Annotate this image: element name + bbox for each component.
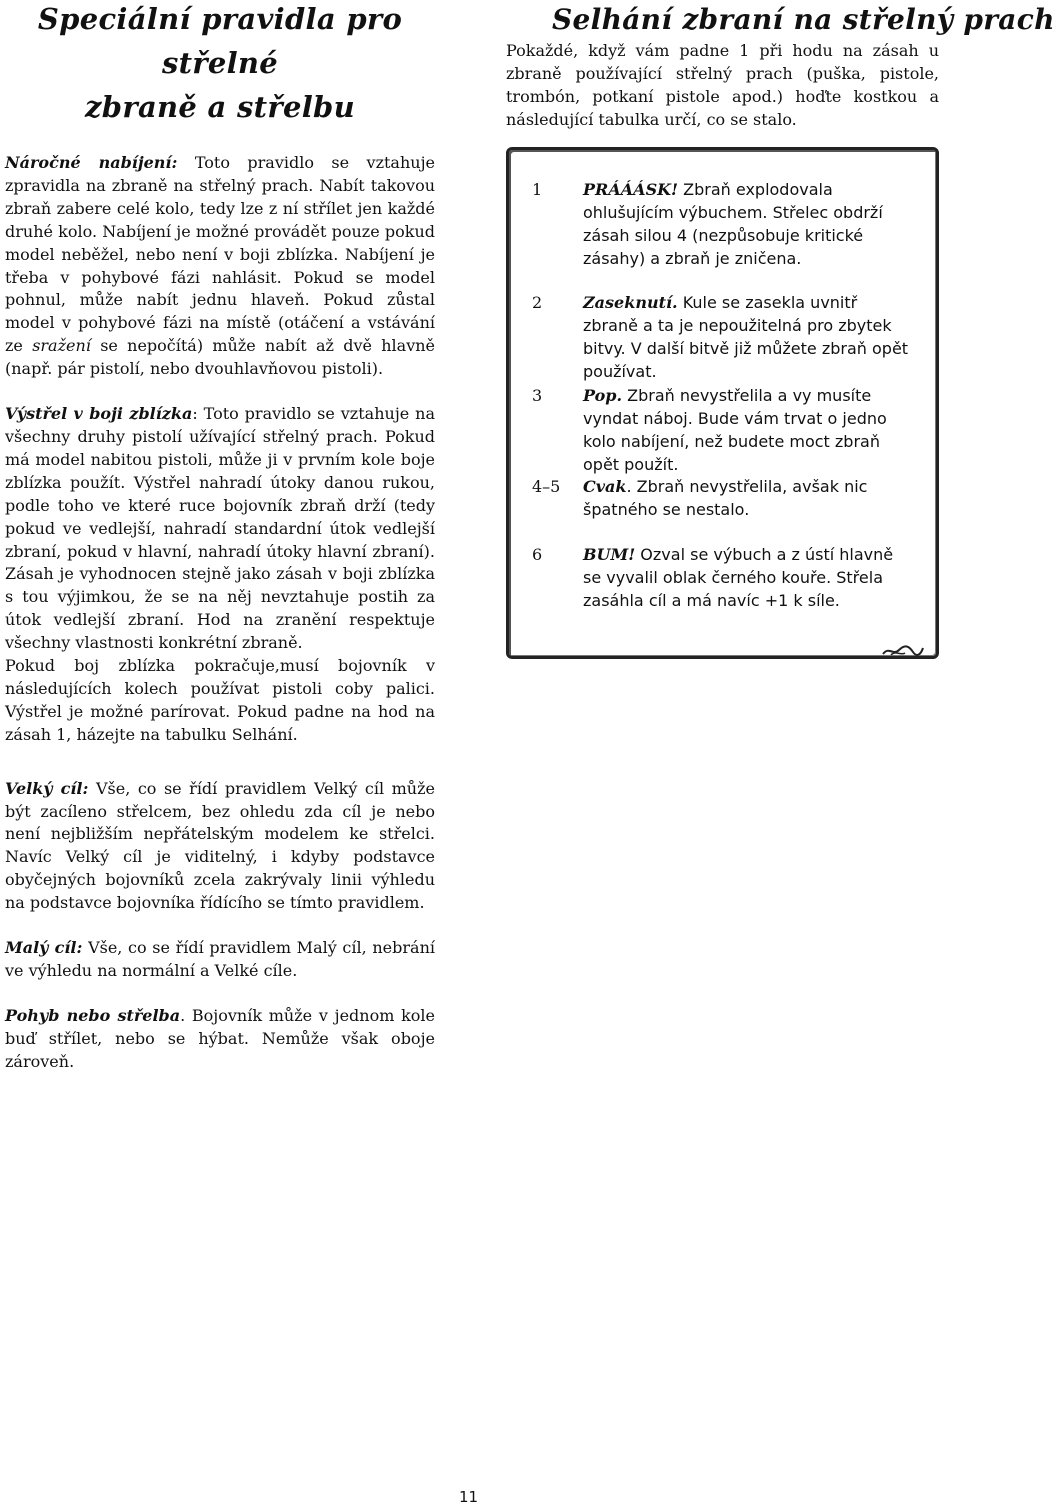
roll-result — [583, 178, 913, 270]
result-text: Zbraň explodovala ohlušujícím výbuchem. Střelec obdrží zásah silou 4 (nezpůsobuje kritické zásahy) a zbraň je zničena. — [583, 180, 883, 268]
section-title-line2: zbraně a střelbu — [85, 90, 355, 124]
result-term: Pop. — [583, 386, 623, 405]
rule-text: . Bojovník může v jednom kole buď střílet, nebo se hýbat. Nemůže však oboje zároveň. — [5, 1005, 436, 1071]
rule-term: Pohyb nebo střelba — [5, 1005, 181, 1025]
misfire-intro: Pokaždé, když vám padne 1 při hodu na zásah u zbraně používající střelný prach (puška, pistole, trombón, potkaní pistole apod.) hoďte kostkou a následující tabulka určí, co se stalo. — [506, 41, 939, 129]
right-column — [506, 0, 1055, 610]
rule-term: Velký cíl: — [5, 778, 89, 798]
result-text: Kule se zasekla uvnitř zbraně a ta je nepoužitelná pro zbytek bitvy. V další bitvě již můžete zbraň opět používat. — [583, 293, 909, 381]
section-title — [5, 0, 435, 129]
misfire-table — [506, 147, 939, 659]
result-term: PRÁÁÁSK! — [583, 180, 679, 199]
roll-value: 6 — [532, 545, 543, 564]
rule-text: Vše, co se řídí pravidlem Malý cíl, nebrání ve výhledu na normální a Velké cíle. — [5, 938, 435, 980]
roll-result — [583, 291, 913, 383]
table-row — [532, 475, 922, 521]
rule-move-or-shoot — [5, 1005, 435, 1074]
table-row — [532, 543, 922, 612]
result-text: Zbraň nevystřelila a vy musíte vyndat náboj. Bude vám trvat o jedno kolo nabíjení, než budete moct zbraň opět použít. — [583, 386, 887, 474]
rule-em: sražení — [32, 336, 91, 356]
rule-close-combat-shot — [5, 403, 435, 747]
page-number: 11 — [459, 1488, 479, 1506]
left-column — [5, 0, 435, 1074]
result-text: Ozval se výbuch a z ústí hlavně se vyvalil oblak černého kouře. Střela zasáhla cíl a má navíc +1 k síle. — [583, 545, 894, 610]
table-row — [532, 384, 922, 476]
roll-result — [583, 543, 913, 612]
roll-value: 1 — [532, 180, 543, 199]
result-term: BUM! — [583, 545, 636, 564]
roll-value: 4–5 — [532, 477, 561, 496]
rule-difficult-reload — [5, 152, 435, 381]
flourish-ornament-icon — [881, 644, 925, 658]
result-text: . Zbraň nevystřelila, avšak nic špatného se nestalo. — [583, 477, 868, 519]
result-term: Cvak — [583, 477, 627, 496]
rule-text: Vše, co se řídí pravidlem Velký cíl může být zacíleno střelcem, bez ohledu zda cíl je nebo není nejbližším nepřátelským modelem ke střelci. Navíc Velký cíl je viditelný, i kdyby podstavce obyčejných bojovníků zcela zakrývaly linii výhledu na podstavce bojovníka řídícího se tímto pravidlem. — [5, 778, 436, 913]
roll-value: 3 — [532, 386, 543, 405]
rule-large-target — [5, 778, 435, 915]
section-title-line1: Speciální pravidla pro střelné — [37, 2, 403, 80]
rule-term: Malý cíl: — [5, 938, 83, 958]
result-term: Zaseknutí. — [583, 293, 678, 312]
roll-result — [583, 384, 913, 476]
table-row — [532, 178, 922, 270]
misfire-title: Selhání zbraní na střelný prach — [552, 3, 1055, 36]
rule-text: Toto pravidlo se vztahuje zpravidla na zbraně na střelný prach. Nabít takovou zbraň zabere celé kolo, tedy lze z ní střílet jen každé druhé kolo. Nabíjení je možné provádět pouze pokud model neběžel, nebo není v boji zblízka. Nabíjení je třeba v pohybové fázi nahlásit. Pokud se model pohnul, může nabít jednu hlaveň. Pokud zůstal model v pohybové fázi na místě (otáčení a vstávání ze — [5, 153, 435, 356]
table-row — [532, 291, 922, 383]
rule-text: : Toto pravidlo se vztahuje na všechny druhy pistolí užívající střelný prach. Pokud má model nabitou pistoli, může ji v prvním kole boje zblízka použít. Výstřel nahradí útoky danou rukou, podle toho ve které ruce bojovník zbraň drží (tedy pokud ve vedlejší, nahradí standardní útok vedlejší zbraní, pokud v hlavní, nahradí útoky hlavní zbraní). Zásah je vyhodnocen stejně jako zásah v boji zblízka s tou výjimkou, že se na něj nevztahuje postih za útok vedlejší zbraní. Hod na zranění respektuje všechny vlastnosti konkrétní zbraně. — [5, 404, 435, 653]
rule-text-2: Pokud boj zblízka pokračuje,musí bojovník v následujících kolech používat pistoli coby palici. Výstřel je možné parírovat. Pokud padne na hod na zásah 1, házejte na tabulku Selhání. — [5, 656, 435, 744]
roll-result — [583, 475, 913, 521]
rule-small-target — [5, 937, 435, 983]
rule-text-2: se nepočítá) může nabít až dvě hlavně (např. pár pistolí, nebo dvouhlavňovou pistoli). — [5, 336, 436, 379]
roll-value: 2 — [532, 293, 543, 312]
rule-term: Výstřel v boji zblízka — [5, 404, 193, 424]
rule-term: Náročné nabíjení: — [5, 153, 178, 172]
